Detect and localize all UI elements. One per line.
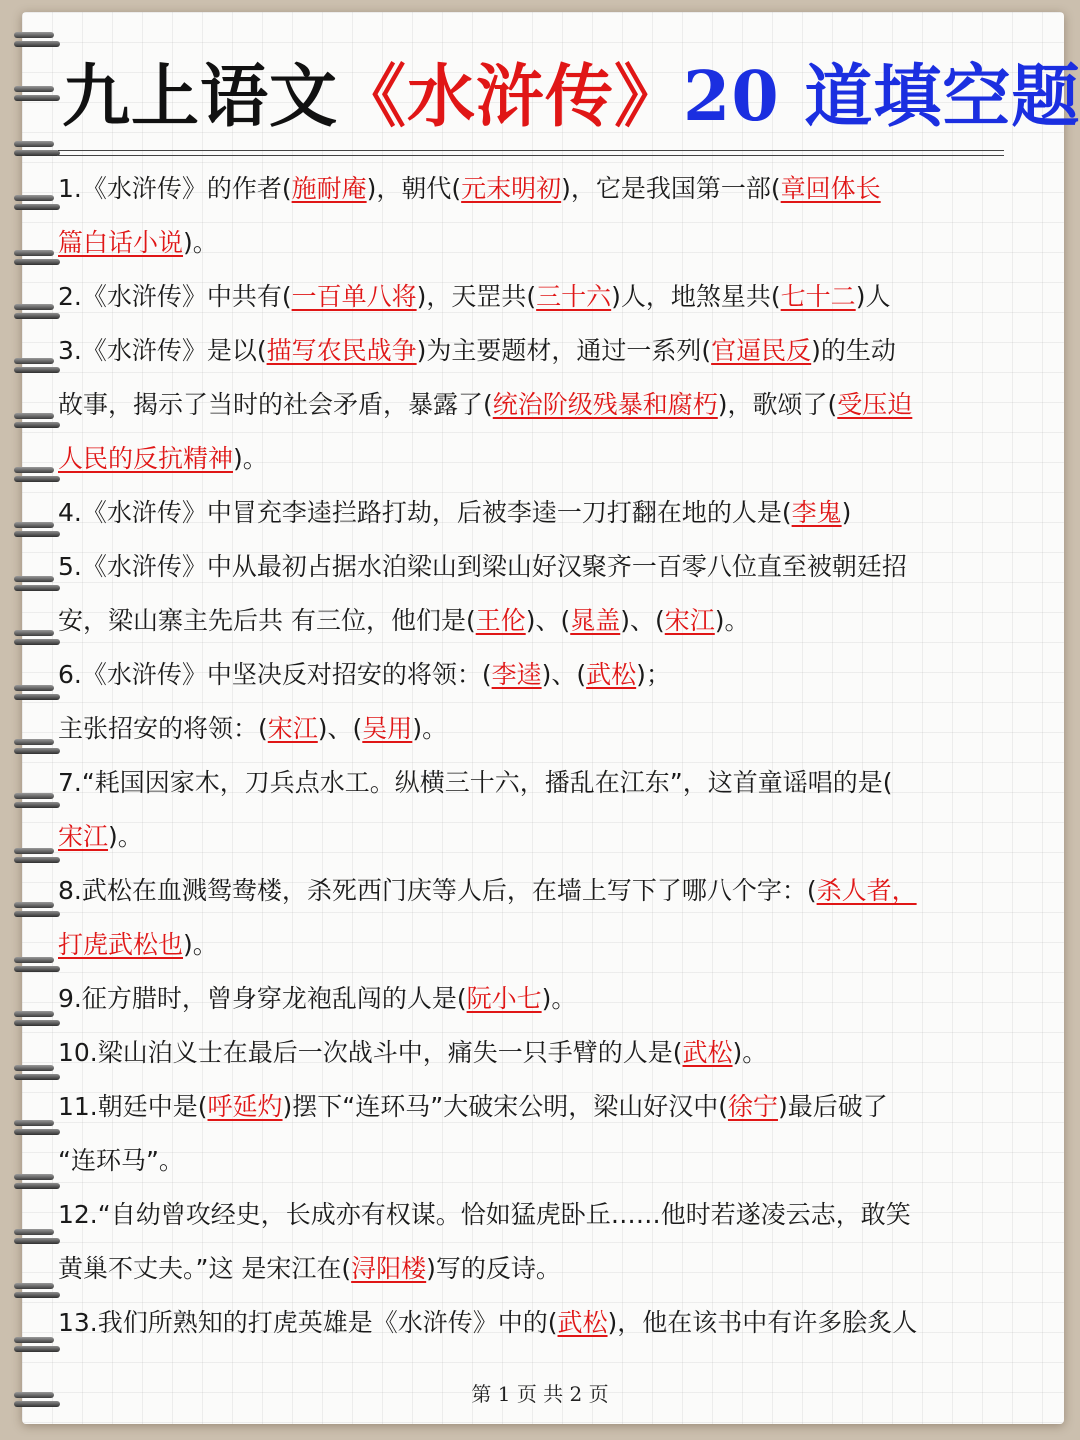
question-text: 5.《水浒传》中从最初占据水泊梁山到梁山好汉聚齐一百零八位直至被朝廷招 (58, 552, 907, 581)
question-text: )，他在该书中有许多脍炙人 (607, 1308, 918, 1337)
title-divider (58, 150, 1004, 156)
text-line (58, 442, 1018, 476)
spiral-ring (14, 683, 60, 703)
answer-text: 元末明初 (461, 174, 562, 203)
question-text: )，天罡共( (416, 282, 537, 311)
spiral-ring (14, 465, 60, 485)
question-text: 7.“耗国因家木，刀兵点水工。纵横三十六，播乱在江东”，这首童谣唱的是( (58, 768, 893, 797)
spiral-ring (14, 955, 60, 975)
text-line (58, 334, 1018, 368)
question-text: )，朝代( (366, 174, 462, 203)
question-text: ) (841, 498, 852, 527)
answer-text: 徐宁 (727, 1092, 778, 1121)
question-text: )人，地煞星共( (611, 282, 781, 311)
question-text: 10.梁山泊义士在最后一次战斗中，痛失一只手臂的人是( (58, 1038, 683, 1067)
text-line (58, 874, 1018, 908)
spiral-ring (14, 1172, 60, 1192)
spiral-ring (14, 1063, 60, 1083)
spiral-ring (14, 193, 60, 213)
question-text: )。 (233, 444, 268, 473)
question-text: 故事，揭示了当时的社会矛盾，暴露了( (58, 390, 493, 419)
answer-text: 施耐庵 (291, 174, 367, 203)
answer-text: 统治阶级残暴和腐朽 (492, 390, 718, 419)
answer-text: 武松 (557, 1308, 608, 1337)
text-line (58, 928, 1018, 962)
answer-text: 王伦 (475, 606, 526, 635)
spiral-ring (14, 846, 60, 866)
title-subject: 九上语文 (62, 57, 339, 137)
text-line (58, 280, 1018, 314)
question-text: )。 (412, 714, 448, 743)
question-text: )最后破了 (777, 1092, 888, 1121)
answer-text: 吴用 (362, 714, 413, 743)
spiral-ring (14, 411, 60, 431)
question-text: )、( (620, 606, 665, 635)
question-text: 13.我们所熟知的打虎英雄是《水浒传》中的( (58, 1308, 558, 1337)
text-line (58, 172, 1018, 206)
answer-text: 阮小七 (466, 984, 542, 1013)
page-footer: 第 1 页 共 2 页 (471, 1382, 609, 1406)
question-text: )，它是我国第一部( (561, 174, 781, 203)
answer-text: 武松 (586, 660, 637, 689)
question-text: )的生动 (811, 336, 896, 365)
spiral-ring (14, 139, 60, 159)
question-text: 黄巢不丈夫。”这 是宋江在( (58, 1254, 352, 1283)
title-count: 20 道填空题 (683, 57, 1080, 137)
question-text: )。 (541, 984, 577, 1013)
answer-text: 浔阳楼 (351, 1254, 427, 1283)
answer-text: 宋江 (267, 714, 318, 743)
question-text: 2.《水浒传》中共有( (58, 282, 292, 311)
spiral-ring (14, 1009, 60, 1029)
text-line (58, 820, 1018, 854)
text-line (58, 658, 1018, 692)
spiral-ring (14, 84, 60, 104)
question-text: 安，梁山寨主先后共 有三位，他们是( (58, 606, 476, 635)
spiral-ring (14, 1335, 60, 1355)
question-text: )、( (317, 714, 363, 743)
answer-text: 篇白话小说 (58, 228, 184, 257)
question-text: )。 (183, 228, 218, 257)
question-text: )。 (108, 822, 143, 851)
answer-text: 杀人者， (816, 876, 917, 905)
question-text: )，歌颂了( (717, 390, 838, 419)
question-text: )写的反诗。 (426, 1254, 561, 1283)
spiral-ring (14, 628, 60, 648)
text-line (58, 1036, 1018, 1070)
question-text: )； (636, 660, 671, 689)
question-text: )摆下“连环马”大破宋公明，梁山好汉中( (282, 1092, 728, 1121)
text-line (58, 550, 1018, 584)
answer-text: 打虎武松也 (58, 930, 184, 959)
text-line (58, 496, 1018, 530)
question-text: 11.朝廷中是( (58, 1092, 208, 1121)
answer-text: 一百单八将 (291, 282, 417, 311)
spiral-ring (14, 302, 60, 322)
question-text: “连环马”。 (58, 1146, 184, 1175)
text-line (58, 766, 1018, 800)
text-line (58, 1198, 1018, 1232)
answer-text: 呼延灼 (207, 1092, 283, 1121)
spiral-ring (14, 791, 60, 811)
answer-text: 官逼民反 (711, 336, 812, 365)
spiral-ring (14, 1118, 60, 1138)
spiral-ring (14, 520, 60, 540)
answer-text: 李逵 (491, 660, 542, 689)
answer-text: 章回体长 (780, 174, 881, 203)
question-text: 4.《水浒传》中冒充李逵拦路打劫，后被李逵一刀打翻在地的人是( (58, 498, 792, 527)
question-text: 8.武松在血溅鸳鸯楼，杀死西门庆等人后，在墙上写下了哪八个字：( (58, 876, 817, 905)
question-text: 9.征方腊时，曾身穿龙袍乱闯的人是( (58, 984, 467, 1013)
title-book: 《水浒传》 (338, 57, 684, 137)
answer-text: 人民的反抗精神 (58, 444, 234, 473)
answer-text: 晁盖 (570, 606, 621, 635)
question-text: 1.《水浒传》的作者( (58, 174, 292, 203)
text-line (58, 1306, 1018, 1340)
question-text: )人 (855, 282, 891, 311)
spiral-ring (14, 30, 60, 50)
spiral-ring (14, 737, 60, 757)
question-text: )为主要题材，通过一系列( (416, 336, 712, 365)
spiral-ring (14, 1227, 60, 1247)
text-line (58, 226, 1018, 260)
text-line (58, 982, 1018, 1016)
spiral-ring (14, 900, 60, 920)
text-line (58, 1090, 1018, 1124)
question-text: 6.《水浒传》中坚决反对招安的将领：( (58, 660, 492, 689)
answer-text: 宋江 (58, 822, 109, 851)
answer-text: 宋江 (664, 606, 715, 635)
text-line (58, 604, 1018, 638)
answer-text: 李鬼 (791, 498, 842, 527)
text-line (58, 1252, 1018, 1286)
question-text: 3.《水浒传》是以( (58, 336, 267, 365)
question-text: 主张招安的将领：( (58, 714, 268, 743)
text-line (58, 712, 1018, 746)
spiral-ring (14, 248, 60, 268)
page-title (62, 52, 1080, 142)
text-line (58, 388, 1018, 422)
question-text: )。 (183, 930, 218, 959)
answer-text: 描写农民战争 (266, 336, 417, 365)
question-text: )、( (541, 660, 587, 689)
question-text: )。 (714, 606, 750, 635)
answer-text: 七十二 (780, 282, 856, 311)
question-text: )、( (525, 606, 571, 635)
answer-text: 受压迫 (837, 390, 913, 419)
spiral-ring (14, 1281, 60, 1301)
spiral-ring (14, 356, 60, 376)
answer-text: 三十六 (536, 282, 612, 311)
question-text: )。 (732, 1038, 768, 1067)
spiral-ring (14, 574, 60, 594)
question-text: 12.“自幼曾攻经史，长成亦有权谋。恰如猛虎卧丘……他时若遂凌云志，敢笑 (58, 1200, 911, 1229)
answer-text: 武松 (682, 1038, 733, 1067)
text-line (58, 1144, 1018, 1178)
